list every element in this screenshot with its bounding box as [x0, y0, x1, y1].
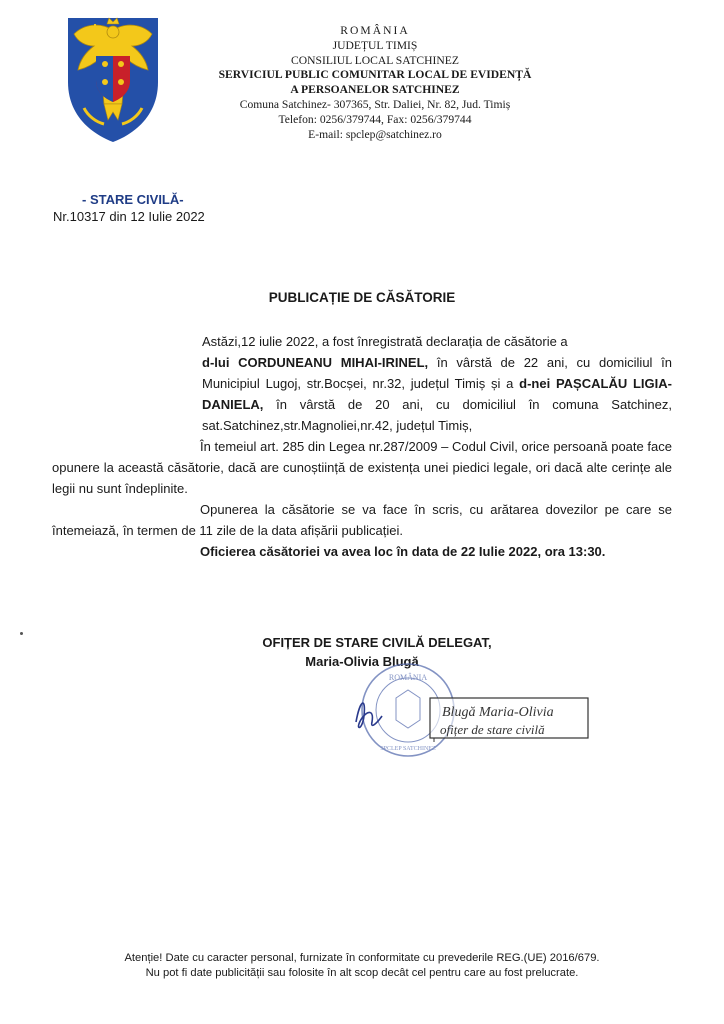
header-county: JUDEȚUL TIMIȘ	[332, 38, 418, 52]
officer-role: OFIȚER DE STARE CIVILĂ DELEGAT,	[262, 635, 492, 650]
header-phone: Telefon: 0256/379744, Fax: 0256/379744	[278, 112, 472, 126]
header-country: ROMÂNIA	[340, 24, 410, 37]
seal-text: ROMÂNIA	[388, 673, 428, 682]
name-stamp	[430, 698, 588, 742]
bride-name: d-nei PAȘCALĂU LIGIA-DANIELA,	[202, 376, 672, 412]
stamp-name: Blugă Maria-Olivia	[442, 705, 554, 720]
privacy-notice-line-2: Nu pot fi date publicității sau folosite în alt scop decât cel pentru care au fost prelucrate.	[145, 967, 579, 979]
paragraph-ceremony-date: Oficierea căsătoriei va avea loc în data de 22 Iulie 2022, ora 13:30.	[200, 544, 606, 559]
header-address: Comuna Satchinez- 307365, Str. Daliei, Nr. 82, Jud. Timiș	[239, 97, 511, 111]
document-body	[52, 331, 672, 562]
groom-details: în vârstă de 22 ani, cu domiciliul în Municipiul Lugoj, str.Bocșei, nr.32, județul Timiș și a	[202, 355, 672, 391]
paragraph-legal-basis: În temeiul art. 285 din Legea nr.287/2009 – Codul Civil, orice persoană poate face opunere la această căsătorie, dacă are cunoștiință de existența unei piedici legale, ori dacă alte cerințe ale legii nu sunt îndeplinite.	[52, 439, 672, 496]
header-council: CONSILIUL LOCAL SATCHINEZ	[291, 53, 459, 67]
romania-coat-of-arms-icon	[64, 12, 162, 144]
department-label: - STARE CIVILĂ-	[82, 192, 184, 207]
header-service-2: A PERSOANELOR SATCHINEZ	[290, 83, 460, 97]
official-stamp	[336, 660, 596, 770]
document-title: PUBLICAȚIE DE CĂSĂTORIE	[268, 290, 456, 305]
handwritten-signature	[356, 703, 382, 727]
header-service: SERVICIUL PUBLIC COMUNITAR LOCAL DE EVIDENȚĂ	[218, 68, 532, 82]
privacy-notice	[0, 951, 724, 981]
institution-header	[200, 24, 550, 142]
declaration-intro: Astăzi,12 iulie 2022, a fost înregistrată declarația de căsătorie a	[202, 334, 568, 349]
paragraph-declaration	[52, 331, 672, 436]
seal-bottom-text: SPCLEP SATCHINEZ	[380, 746, 436, 752]
stamp-role: ofițer de stare civilă	[440, 722, 545, 737]
header-email: E-mail: spclep@satchinez.ro	[308, 127, 442, 141]
paragraph-opposition: Opunerea la căsătorie se va face în scris, cu arătarea dovezilor pe care se întemeiază, în termen de 11 zile de la data afișării publicației.	[52, 502, 672, 538]
bride-details: în vârstă de 20 ani, cu domiciliul în comuna Satchinez, sat.Satchinez,str.Magnoliei,nr.42, județul Timiș,	[202, 397, 672, 433]
officer-name: Maria-Olivia Blugă	[305, 654, 419, 669]
registration-number: Nr.10317 din 12 Iulie 2022	[53, 209, 205, 224]
groom-name: d-lui CORDUNEANU MIHAI-IRINEL,	[202, 355, 429, 370]
privacy-notice-line-1: Atenție! Date cu caracter personal, furnizate în conformitate cu prevederile REG.(UE) 2016/679.	[124, 952, 600, 964]
